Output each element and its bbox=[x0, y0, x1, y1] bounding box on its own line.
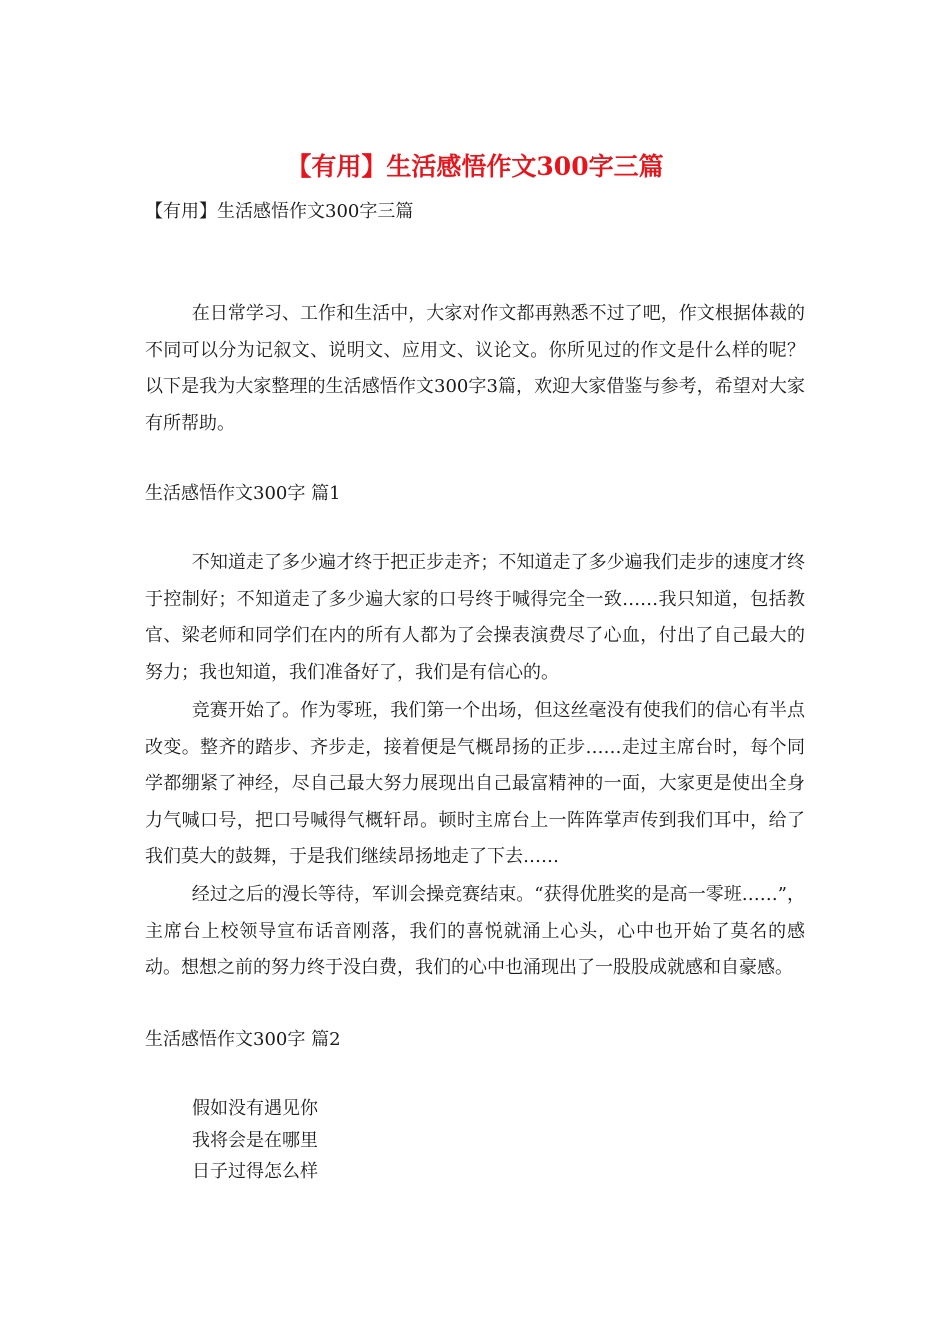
intro-paragraph: 在日常学习、工作和生活中，大家对作文都再熟悉不过了吧，作文根据体裁的不同可以分为记叙文、说明文、应用文、议论文。你所见过的作文是什么样的呢？以下是我为大家整理的生活感悟作文300字3篇，欢迎大家借鉴与参考，希望对大家有所帮助。 bbox=[145, 303, 805, 434]
section1-paragraph-1: 不知道走了多少遍才终于把正步走齐；不知道走了多少遍我们走步的速度才终于控制好；不知道走了多少遍大家的口号终于喊得完全一致……我只知道，包括教官、梁老师和同学们在内的所有人都为了会操表演费尽了心血，付出了自己最大的努力；我也知道，我们准备好了，我们是有信心的。 bbox=[145, 552, 805, 683]
poem-block bbox=[192, 1093, 318, 1188]
section1-paragraph-2: 竞赛开始了。作为零班，我们第一个出场，但这丝毫没有使我们的信心有半点改变。整齐的踏步、齐步走，接着便是气概昂扬的正步……走过主席台时，每个同学都绷紧了神经，尽自己最大努力展现出自己最富精神的一面，大家更是使出全身力气喊口号，把口号喊得气概轩昂。顿时主席台上一阵阵掌声传到我们耳中，给了我们莫大的鼓舞，于是我们继续昂扬地走了下去…… bbox=[145, 700, 805, 867]
poem-line: 假如没有遇见你 bbox=[192, 1098, 318, 1119]
document-title: 【有用】生活感悟作文300字三篇 bbox=[286, 152, 664, 181]
section-heading-2: 生活感悟作文300字 篇2 bbox=[145, 1029, 341, 1050]
poem-line: 我将会是在哪里 bbox=[192, 1129, 318, 1151]
section-heading-1: 生活感悟作文300字 篇1 bbox=[145, 483, 341, 504]
section1-paragraph-3: 经过之后的漫长等待，军训会操竞赛结束。“获得优胜奖的是高一零班……”，主席台上校领导宣布话音刚落，我们的喜悦就涌上心头，心中也开始了莫名的感动。想想之前的努力终于没白费，我们的心中也涌现出了一股股成就感和自豪感。 bbox=[145, 884, 805, 978]
document-subtitle: 【有用】生活感悟作文300字三篇 bbox=[145, 201, 414, 222]
poem-line: 日子过得怎么样 bbox=[192, 1161, 318, 1182]
